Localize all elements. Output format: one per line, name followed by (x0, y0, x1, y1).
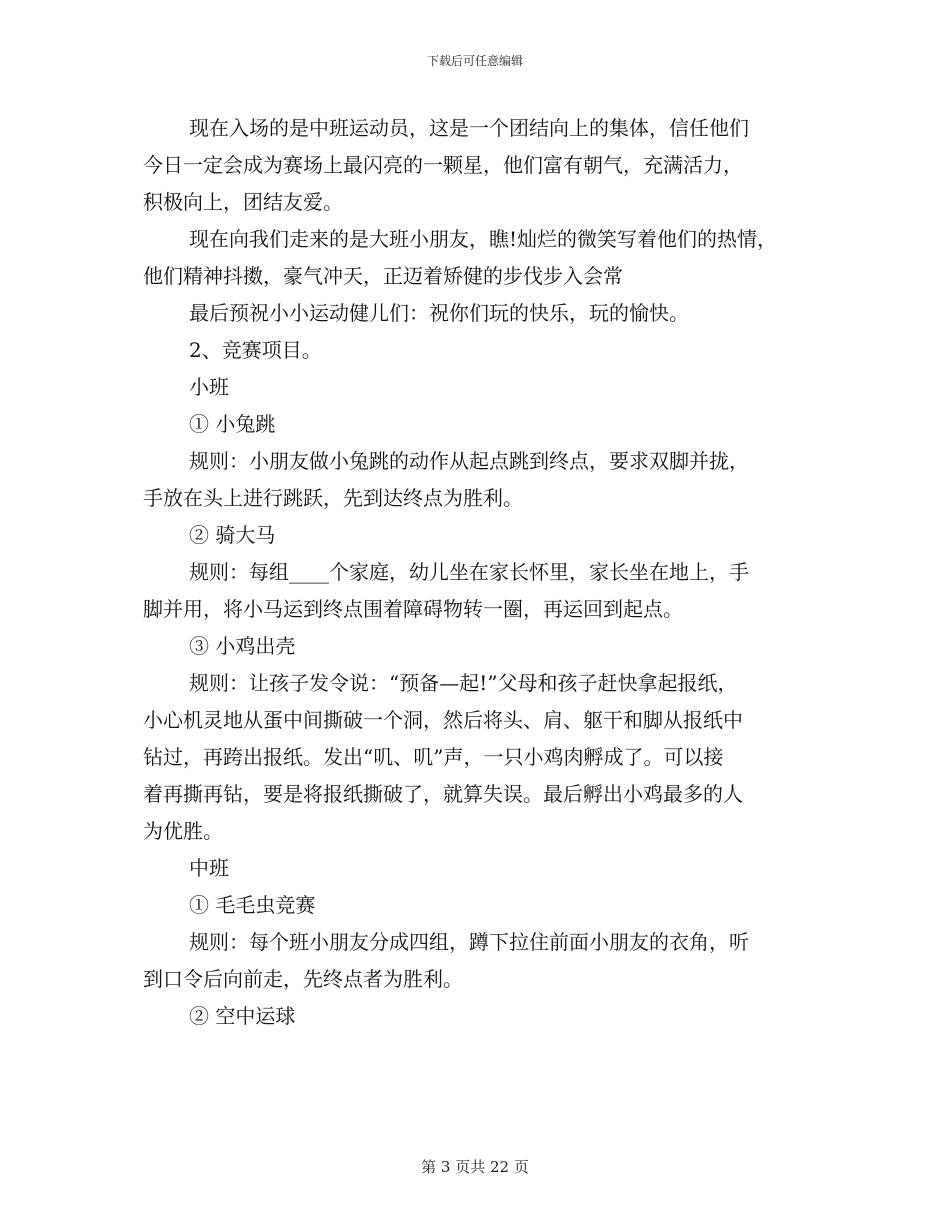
document-body (143, 110, 813, 1035)
page-footer: 第 3 页共 22 页 (421, 1158, 529, 1176)
page-header: 下载后可任意编辑 (426, 54, 523, 68)
text-line: 今日一定会成为赛场上最闪亮的一颗星，他们富有朝气，充满活力， (143, 153, 743, 177)
item-title: ② 骑大马 (189, 523, 276, 547)
text-line: 小心机灵地从蛋中间撕破一个洞，然后将头、肩、躯干和脚从报纸中 (143, 708, 743, 732)
text-line: 最后预祝小小运动健儿们：祝你们玩的快乐，玩的愉快。 (189, 301, 689, 325)
text-line: 着再撕再钻，要是将报纸撕破了，就算失误。最后孵出小鸡最多的人 (143, 782, 743, 806)
text-line: 到口令后向前走，先终点者为胜利。 (143, 967, 463, 991)
text-line: 现在入场的是中班运动员，这是一个团结向上的集体，信任他们 (189, 116, 749, 140)
subsection-heading: 小班 (189, 375, 229, 399)
text-line: 积极向上，团结友爱。 (143, 190, 343, 214)
section-heading: 2、竞赛项目。 (189, 338, 322, 362)
item-title: ② 空中运球 (189, 1004, 296, 1028)
text-line: 规则：每组____个家庭，幼儿坐在家长怀里，家长坐在地上，手 (189, 560, 749, 584)
item-title: ① 小兔跳 (189, 412, 276, 436)
text-line: 手放在头上进行跳跃，先到达终点为胜利。 (143, 486, 523, 510)
text-line: 脚并用，将小马运到终点围着障碍物转一圈，再运回到起点。 (143, 597, 683, 621)
subsection-heading: 中班 (189, 856, 229, 880)
text-line: 规则：让孩子发令说：“预备—起!”父母和孩子赶快拿起报纸， (189, 671, 738, 695)
text-line: 规则：每个班小朋友分成四组，蹲下拉住前面小朋友的衣角，听 (189, 930, 749, 954)
item-title: ① 毛毛虫竞赛 (189, 893, 316, 917)
text-line: 他们精神抖擞，豪气冲天，正迈着矫健的步伐步入会常 (143, 264, 623, 288)
item-title: ③ 小鸡出壳 (189, 634, 296, 658)
text-line: 钻过，再跨出报纸。发出“叽、叽”声，一只小鸡肉孵成了。可以接 (143, 745, 724, 769)
text-line: 为优胜。 (143, 819, 223, 843)
text-line: 规则：小朋友做小兔跳的动作从起点跳到终点，要求双脚并拢， (189, 449, 749, 473)
text-line: 现在向我们走来的是大班小朋友，瞧!灿烂的微笑写着他们的热情， (189, 227, 778, 251)
